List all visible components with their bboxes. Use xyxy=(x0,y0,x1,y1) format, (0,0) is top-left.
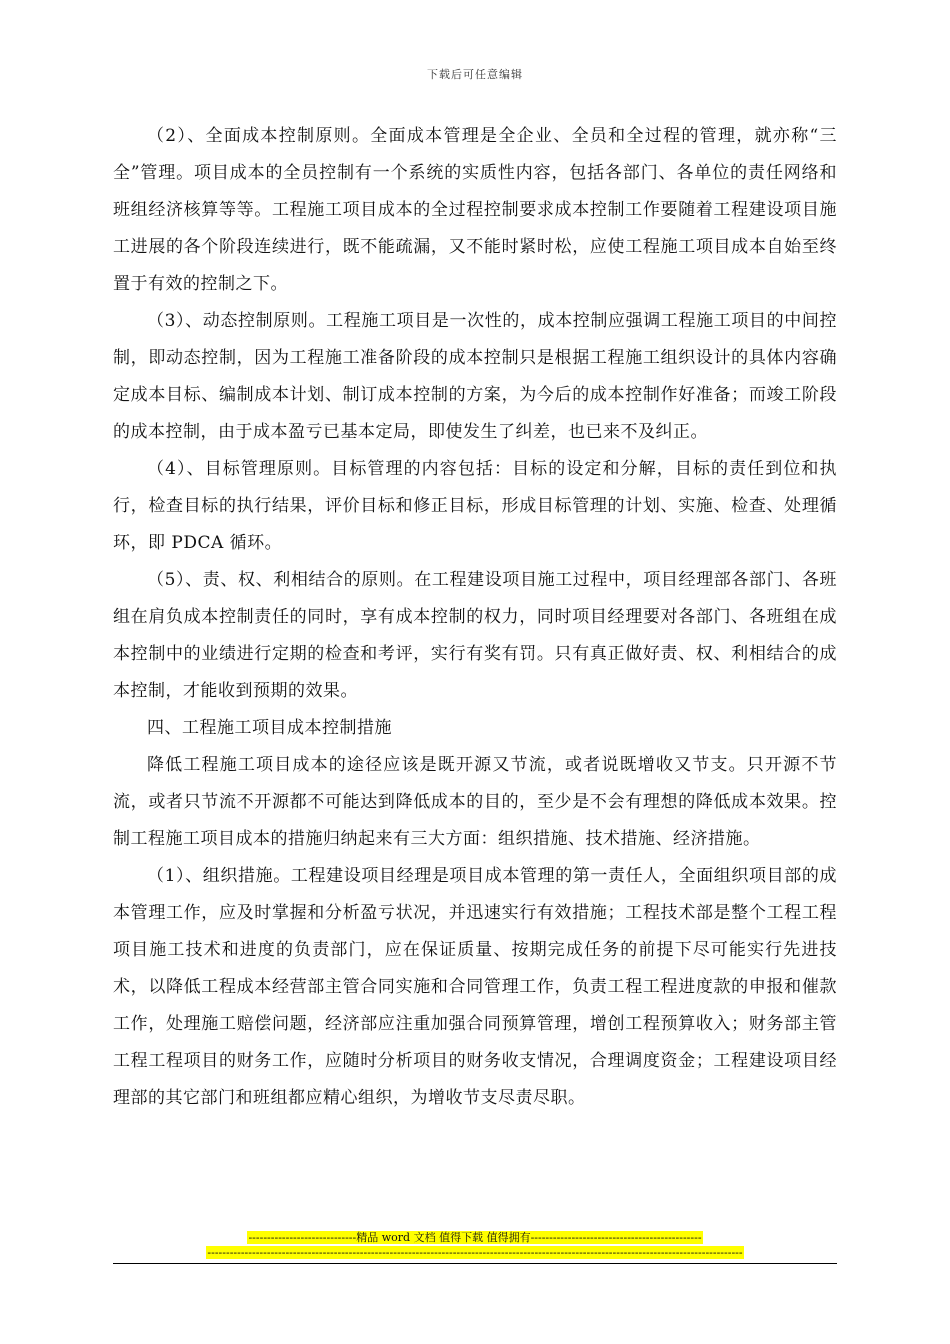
paragraph-dynamic-control: （3）、动态控制原则。工程施工项目是一次性的，成本控制应强调工程施工项目的中间控制，即动态控制，因为工程施工准备阶段的成本控制只是根据工程施工组织设计的具体内容确定成本目标、编制成本计划、制订成本控制的方案，为今后的成本控制作好准备；而竣工阶段的成本控制，由于成本盈亏已基本定局，即使发生了纠差，也已来不及纠正。 xyxy=(113,311,837,442)
paragraph-cost-reduction-approach: 降低工程施工项目成本的途径应该是既开源又节流，或者说既增收又节支。只开源不节流，或者只节流不开源都不可能达到降低成本的目的，至少是不会有理想的降低成本效果。控制工程施工项目成本的措施归纳起来有三大方面：组织措施、技术措施、经济措施。 xyxy=(113,755,837,849)
section-heading-cost-control-measures: 四、工程施工项目成本控制措施 xyxy=(147,718,392,738)
paragraph-comprehensive-cost-control: （2）、全面成本控制原则。全面成本管理是全企业、全员和全过程的管理，就亦称“三全”管理。项目成本的全员控制有一个系统的实质性内容，包括各部门、各单位的责任网络和班组经济核算等等。工程施工项目成本的全过程控制要求成本控制工作要随着工程建设项目施工进展的各个阶段连续进行，既不能疏漏，又不能时紧时松，应使工程施工项目成本自始至终置于有效的控制之下。 xyxy=(113,126,837,294)
paragraph-objective-management: （4）、目标管理原则。目标管理的内容包括：目标的设定和分解，目标的责任到位和执行，检查目标的执行结果，评价目标和修正目标，形成目标管理的计划、实施、检查、处理循环，即 PDCA 循环。 xyxy=(113,459,837,553)
footer-dash-line: ------------------------------------------------------------------------------------------------------------------------------------------------ xyxy=(207,1246,743,1259)
page-header: 下载后可任意编辑 xyxy=(427,68,523,81)
footer-banner-line-2 xyxy=(0,1246,950,1260)
paragraph-organizational-measures: （1）、组织措施。工程建设项目经理是项目成本管理的第一责任人，全面组织项目部的成本管理工作，应及时掌握和分析盈亏状况，并迅速实行有效措施；工程技术部是整个工程工程项目施工技术和进度的负责部门，应在保证质量、按期完成任务的前提下尽可能实行先进技术，以降低工程成本经营部主管合同实施和合同管理工作，负责工程工程进度款的申报和催款工作，处理施工赔偿问题，经济部应注重加强合同预算管理，增创工程预算收入；财务部主管工程工程项目的财务工作，应随时分析项目的财务收支情况，合理调度资金；工程建设项目经理部的其它部门和班组都应精心组织，为增收节支尽责尽职。 xyxy=(113,866,837,1108)
document-body xyxy=(113,118,837,1117)
footer-banner-text: -----------------------------精品 word 文档 值得下载 值得拥有---------------------------------------------- xyxy=(248,1231,702,1244)
footer-divider xyxy=(113,1263,837,1264)
paragraph-responsibility-rights-benefits: （5）、责、权、利相结合的原则。在工程建设项目施工过程中，项目经理部各部门、各班组在肩负成本控制责任的同时，享有成本控制的权力，同时项目经理要对各部门、各班组在成本控制中的业绩进行定期的检查和考评，实行有奖有罚。只有真正做好责、权、利相结合的成本控制，才能收到预期的效果。 xyxy=(113,570,837,701)
footer-banner-line-1 xyxy=(0,1231,950,1245)
